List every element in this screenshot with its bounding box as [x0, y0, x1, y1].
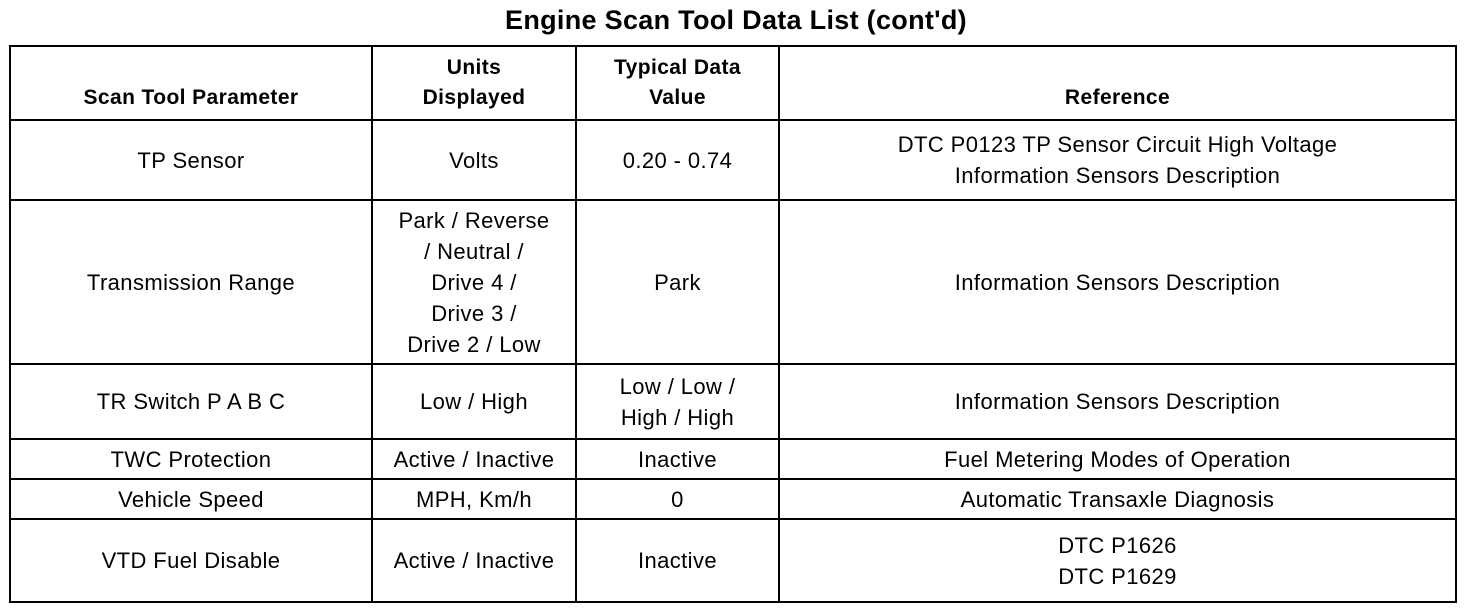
- units-cell: Low / High: [372, 364, 576, 439]
- typical-value-cell: Low / Low / High / High: [576, 364, 779, 439]
- reference-cell: Fuel Metering Modes of Operation: [779, 439, 1456, 479]
- header-scan-tool-parameter: [10, 46, 372, 120]
- header-units-label-line-1: Units: [446, 56, 502, 79]
- parameter-cell: TP Sensor: [10, 120, 372, 200]
- table-row: [10, 479, 1456, 519]
- table-row: [10, 439, 1456, 479]
- page-title: Engine Scan Tool Data List (cont'd): [505, 5, 967, 35]
- header-units-label-line-2: Displayed: [422, 86, 526, 109]
- header-typical-data-value: [576, 46, 779, 120]
- reference-cell: Information Sensors Description: [779, 200, 1456, 364]
- units-cell: Active / Inactive: [372, 519, 576, 602]
- scan-tool-data-table: [9, 45, 1457, 603]
- reference-cell: DTC P1626 DTC P1629: [779, 519, 1456, 602]
- reference-cell: DTC P0123 TP Sensor Circuit High Voltage Information Sensors Description: [779, 120, 1456, 200]
- typical-value-cell: Inactive: [576, 439, 779, 479]
- parameter-cell: TWC Protection: [10, 439, 372, 479]
- parameter-cell: TR Switch P A B C: [10, 364, 372, 439]
- typical-value-cell: 0: [576, 479, 779, 519]
- units-cell: Volts: [372, 120, 576, 200]
- parameter-cell: Transmission Range: [10, 200, 372, 364]
- header-typical-label-line-1: Typical Data: [614, 56, 741, 79]
- parameter-cell: VTD Fuel Disable: [10, 519, 372, 602]
- table-row: [10, 364, 1456, 439]
- typical-value-cell: Inactive: [576, 519, 779, 602]
- table-row: [10, 200, 1456, 364]
- units-cell: Park / Reverse / Neutral / Drive 4 / Drive 3 / Drive 2 / Low: [372, 200, 576, 364]
- reference-cell: Automatic Transaxle Diagnosis: [779, 479, 1456, 519]
- units-cell: Active / Inactive: [372, 439, 576, 479]
- table-header-row: [10, 46, 1456, 120]
- units-cell: MPH, Km/h: [372, 479, 576, 519]
- header-reference-label: Reference: [1064, 86, 1171, 109]
- parameter-cell: Vehicle Speed: [10, 479, 372, 519]
- reference-cell: Information Sensors Description: [779, 364, 1456, 439]
- header-typical-label-line-2: Value: [649, 86, 706, 109]
- typical-value-cell: Park: [576, 200, 779, 364]
- header-units-displayed: [372, 46, 576, 120]
- typical-value-cell: 0.20 - 0.74: [576, 120, 779, 200]
- header-reference: [779, 46, 1456, 120]
- table-row: [10, 519, 1456, 602]
- table-row: [10, 120, 1456, 200]
- header-parameter-label: Scan Tool Parameter: [83, 86, 299, 109]
